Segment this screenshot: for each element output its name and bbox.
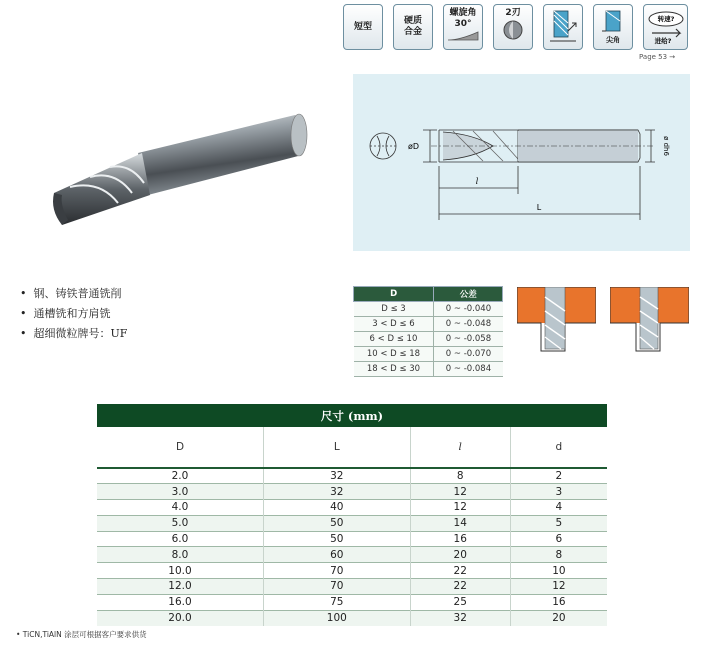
tolerance-range: 10 < D ≤ 18 [354, 347, 434, 362]
cell-l: 32 [263, 468, 410, 484]
cell-d: 20.0 [97, 610, 263, 626]
corner-label: 尖角 [606, 35, 620, 44]
table-row [354, 302, 503, 317]
table-row [97, 484, 607, 500]
cell-shank: 20 [510, 610, 607, 626]
feed-rotation-label-1: 转速? [657, 15, 674, 23]
feed-rotation-icon [643, 4, 688, 50]
cell-d: 8.0 [97, 547, 263, 563]
column-header-l: L [263, 427, 410, 468]
tolerance-table [353, 286, 503, 377]
table-row [354, 362, 503, 377]
short-type-label: 短型 [353, 21, 372, 32]
column-header-d: D [97, 427, 263, 468]
carbide-label-1: 硬质 [403, 16, 422, 26]
two-flute-icon [493, 4, 533, 50]
cell-shank: 10 [510, 563, 607, 579]
cell-flute: 32 [410, 610, 510, 626]
cell-flute: 12 [410, 484, 510, 500]
cell-flute: 16 [410, 531, 510, 547]
carbide-label-2: 合金 [403, 27, 422, 37]
cell-flute: 20 [410, 547, 510, 563]
short-type-icon [343, 4, 383, 50]
slotting-icon [543, 4, 583, 50]
table-row [97, 515, 607, 531]
column-header-flute: l [410, 427, 510, 468]
tolerance-range: 18 < D ≤ 30 [354, 362, 434, 377]
tolerance-header-tol: 公差 [434, 287, 503, 302]
cell-shank: 4 [510, 500, 607, 516]
tolerance-range: 3 < D ≤ 6 [354, 317, 434, 332]
tolerance-range: 6 < D ≤ 10 [354, 332, 434, 347]
cell-l: 70 [263, 579, 410, 595]
table-row [354, 347, 503, 362]
table-row [97, 563, 607, 579]
carbide-icon [393, 4, 433, 50]
cell-shank: 3 [510, 484, 607, 500]
cell-d: 2.0 [97, 468, 263, 484]
cell-shank: 16 [510, 594, 607, 610]
size-table [97, 404, 607, 626]
tolerance-value: 0 ~ -0.084 [434, 362, 503, 377]
tolerance-header-d: D [354, 287, 434, 302]
feature-item: • 通槽铣和方肩铣 [20, 307, 111, 320]
cell-l: 100 [263, 610, 410, 626]
table-row [97, 547, 607, 563]
cell-flute: 14 [410, 515, 510, 531]
table-row [97, 500, 607, 516]
cell-l: 40 [263, 500, 410, 516]
feature-item-text: 钢、铸铁普通铣削 [33, 287, 122, 300]
cell-shank: 12 [510, 579, 607, 595]
cell-d: 4.0 [97, 500, 263, 516]
table-row [97, 531, 607, 547]
cell-l: 50 [263, 515, 410, 531]
cell-l: 32 [263, 484, 410, 500]
cell-l: 75 [263, 594, 410, 610]
cell-l: 50 [263, 531, 410, 547]
table-row [97, 610, 607, 626]
cell-l: 70 [263, 563, 410, 579]
coating-footnote: • TiCN,TiAlN 涂层可根据客户要求供货 [16, 630, 147, 639]
page-reference[interactable]: Page 53 → [639, 53, 676, 61]
cell-d: 5.0 [97, 515, 263, 531]
table-row [354, 332, 503, 347]
cell-shank: 5 [510, 515, 607, 531]
helix-angle-label-1: 螺旋角 [449, 8, 477, 18]
shoulder-diagram [610, 287, 689, 365]
size-table-title: 尺寸 (mm) [97, 404, 607, 427]
corner-icon [593, 4, 633, 50]
cell-d: 16.0 [97, 594, 263, 610]
table-row [97, 594, 607, 610]
end-mill-photo [10, 35, 315, 240]
feature-item-text: 通槽铣和方肩铣 [33, 307, 111, 320]
tolerance-value: 0 ~ -0.070 [434, 347, 503, 362]
helix-angle-label-2: 30° [454, 19, 472, 29]
tolerance-value: 0 ~ -0.048 [434, 317, 503, 332]
shank-diameter-label: ø dh6 [662, 136, 670, 156]
cell-d: 6.0 [97, 531, 263, 547]
table-row [97, 579, 607, 595]
feature-list [20, 284, 127, 344]
two-flute-label: 2刃 [505, 8, 521, 18]
cell-d: 3.0 [97, 484, 263, 500]
helix-angle-icon [443, 4, 483, 50]
cell-flute: 8 [410, 468, 510, 484]
technical-drawing [353, 74, 690, 251]
cell-flute: 12 [410, 500, 510, 516]
cell-shank: 2 [510, 468, 607, 484]
cell-shank: 6 [510, 531, 607, 547]
feature-item: • 超细微粒牌号：UF [20, 327, 128, 340]
flute-length-label: l [475, 177, 479, 186]
tolerance-value: 0 ~ -0.058 [434, 332, 503, 347]
feature-item-text: 超细微粒牌号：UF [33, 327, 128, 340]
table-row [354, 317, 503, 332]
cell-d: 10.0 [97, 563, 263, 579]
column-header-shank: d [510, 427, 607, 468]
cell-d: 12.0 [97, 579, 263, 595]
cell-l: 60 [263, 547, 410, 563]
cell-flute: 25 [410, 594, 510, 610]
overall-length-label: L [536, 203, 542, 212]
feature-item: • 钢、铸铁普通铣削 [20, 287, 122, 300]
diameter-label: øD [407, 142, 419, 151]
slotting-diagram [517, 287, 596, 365]
cell-flute: 22 [410, 579, 510, 595]
table-row [97, 468, 607, 484]
cell-flute: 22 [410, 563, 510, 579]
tolerance-value: 0 ~ -0.040 [434, 302, 503, 317]
tolerance-range: D ≤ 3 [354, 302, 434, 317]
cell-shank: 8 [510, 547, 607, 563]
feed-rotation-label-2: 进给? [654, 37, 671, 45]
